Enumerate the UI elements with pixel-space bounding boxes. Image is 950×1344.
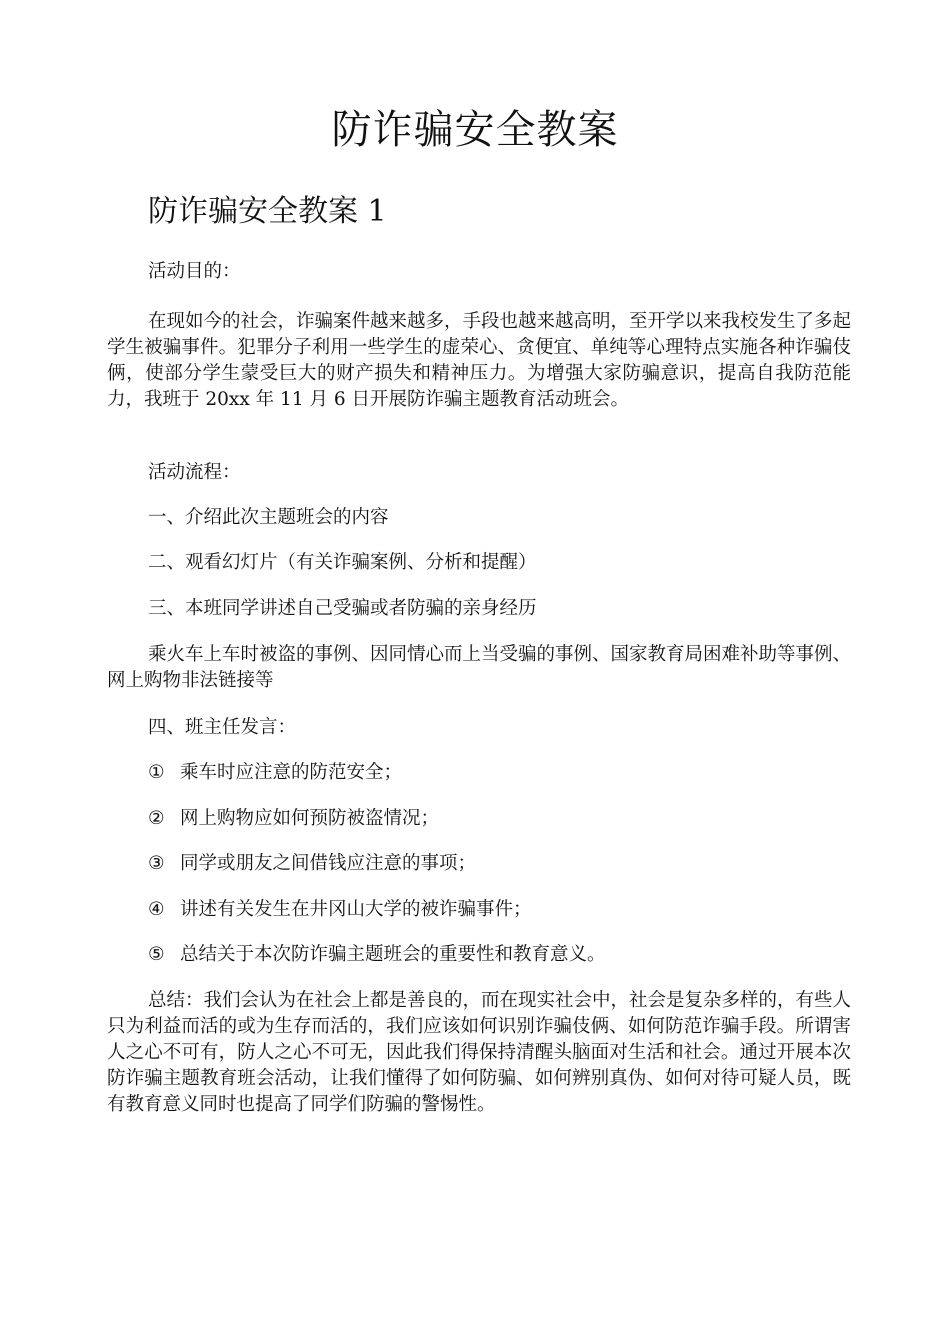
teacher-point bbox=[148, 851, 476, 877]
point-text: 同学或朋友之间借钱应注意的事项； bbox=[180, 853, 477, 874]
process-label: 活动流程： bbox=[148, 462, 241, 483]
teacher-point bbox=[148, 806, 439, 832]
teacher-point bbox=[148, 942, 606, 968]
point-marker: ④ bbox=[148, 899, 165, 920]
point-marker: ① bbox=[148, 762, 165, 783]
point-marker: ② bbox=[148, 808, 165, 829]
point-text: 乘车时应注意的防范安全； bbox=[180, 762, 403, 783]
section-heading: 防诈骗安全教案 1 bbox=[148, 194, 387, 229]
point-text: 总结关于本次防诈骗主题班会的重要性和教育意义。 bbox=[180, 944, 606, 965]
document-title: 防诈骗安全教案 bbox=[331, 107, 619, 153]
point-text: 网上购物应如何预防被盗情况； bbox=[180, 808, 440, 829]
step-item: 一、介绍此次主题班会的内容 bbox=[148, 507, 389, 528]
point-marker: ⑤ bbox=[148, 944, 165, 965]
step-item: 二、观看幻灯片（有关诈骗案例、分析和提醒） bbox=[148, 552, 537, 573]
teacher-label: 四、班主任发言： bbox=[148, 717, 297, 738]
step-item: 三、本班同学讲述自己受骗或者防骗的亲身经历 bbox=[148, 598, 537, 619]
examples-paragraph: 乘火车上车时被盗的事例、因同情心而上当受骗的事例、国家教育局困难补助等事例、网上购物非法链接等 bbox=[107, 644, 852, 691]
summary-paragraph: 总结：我们会认为在社会上都是善良的，而在现实社会中，社会是复杂多样的，有些人只为利益而活的或为生存而活的，我们应该如何识别诈骗伎俩、如何防范诈骗手段。所谓害人之心不可有，防人之心不可无，因此我们得保持清醒头脑面对生活和社会。通过开展本次防诈骗主题教育班会活动，让我们懂得了如何防骗、如何辨别真伪、如何对待可疑人员，既有教育意义同时也提高了同学们防骗的警惕性。 bbox=[107, 990, 852, 1115]
purpose-label: 活动目的： bbox=[148, 261, 241, 282]
point-text: 讲述有关发生在井冈山大学的被诈骗事件； bbox=[180, 899, 532, 920]
point-marker: ③ bbox=[148, 853, 165, 874]
teacher-point bbox=[148, 760, 402, 786]
teacher-point bbox=[148, 897, 532, 923]
purpose-paragraph: 在现如今的社会，诈骗案件越来越多，手段也越来越高明，至开学以来我校发生了多起学生被骗事件。犯罪分子利用一些学生的虚荣心、贪便宜、单纯等心理特点实施各种诈骗伎俩，使部分学生蒙受巨大的财产损失和精神压力。为增强大家防骗意识，提高自我防范能力，我班于 20xx 年 11 月 6 日开展防诈骗主题教育活动班会。 bbox=[107, 311, 852, 410]
